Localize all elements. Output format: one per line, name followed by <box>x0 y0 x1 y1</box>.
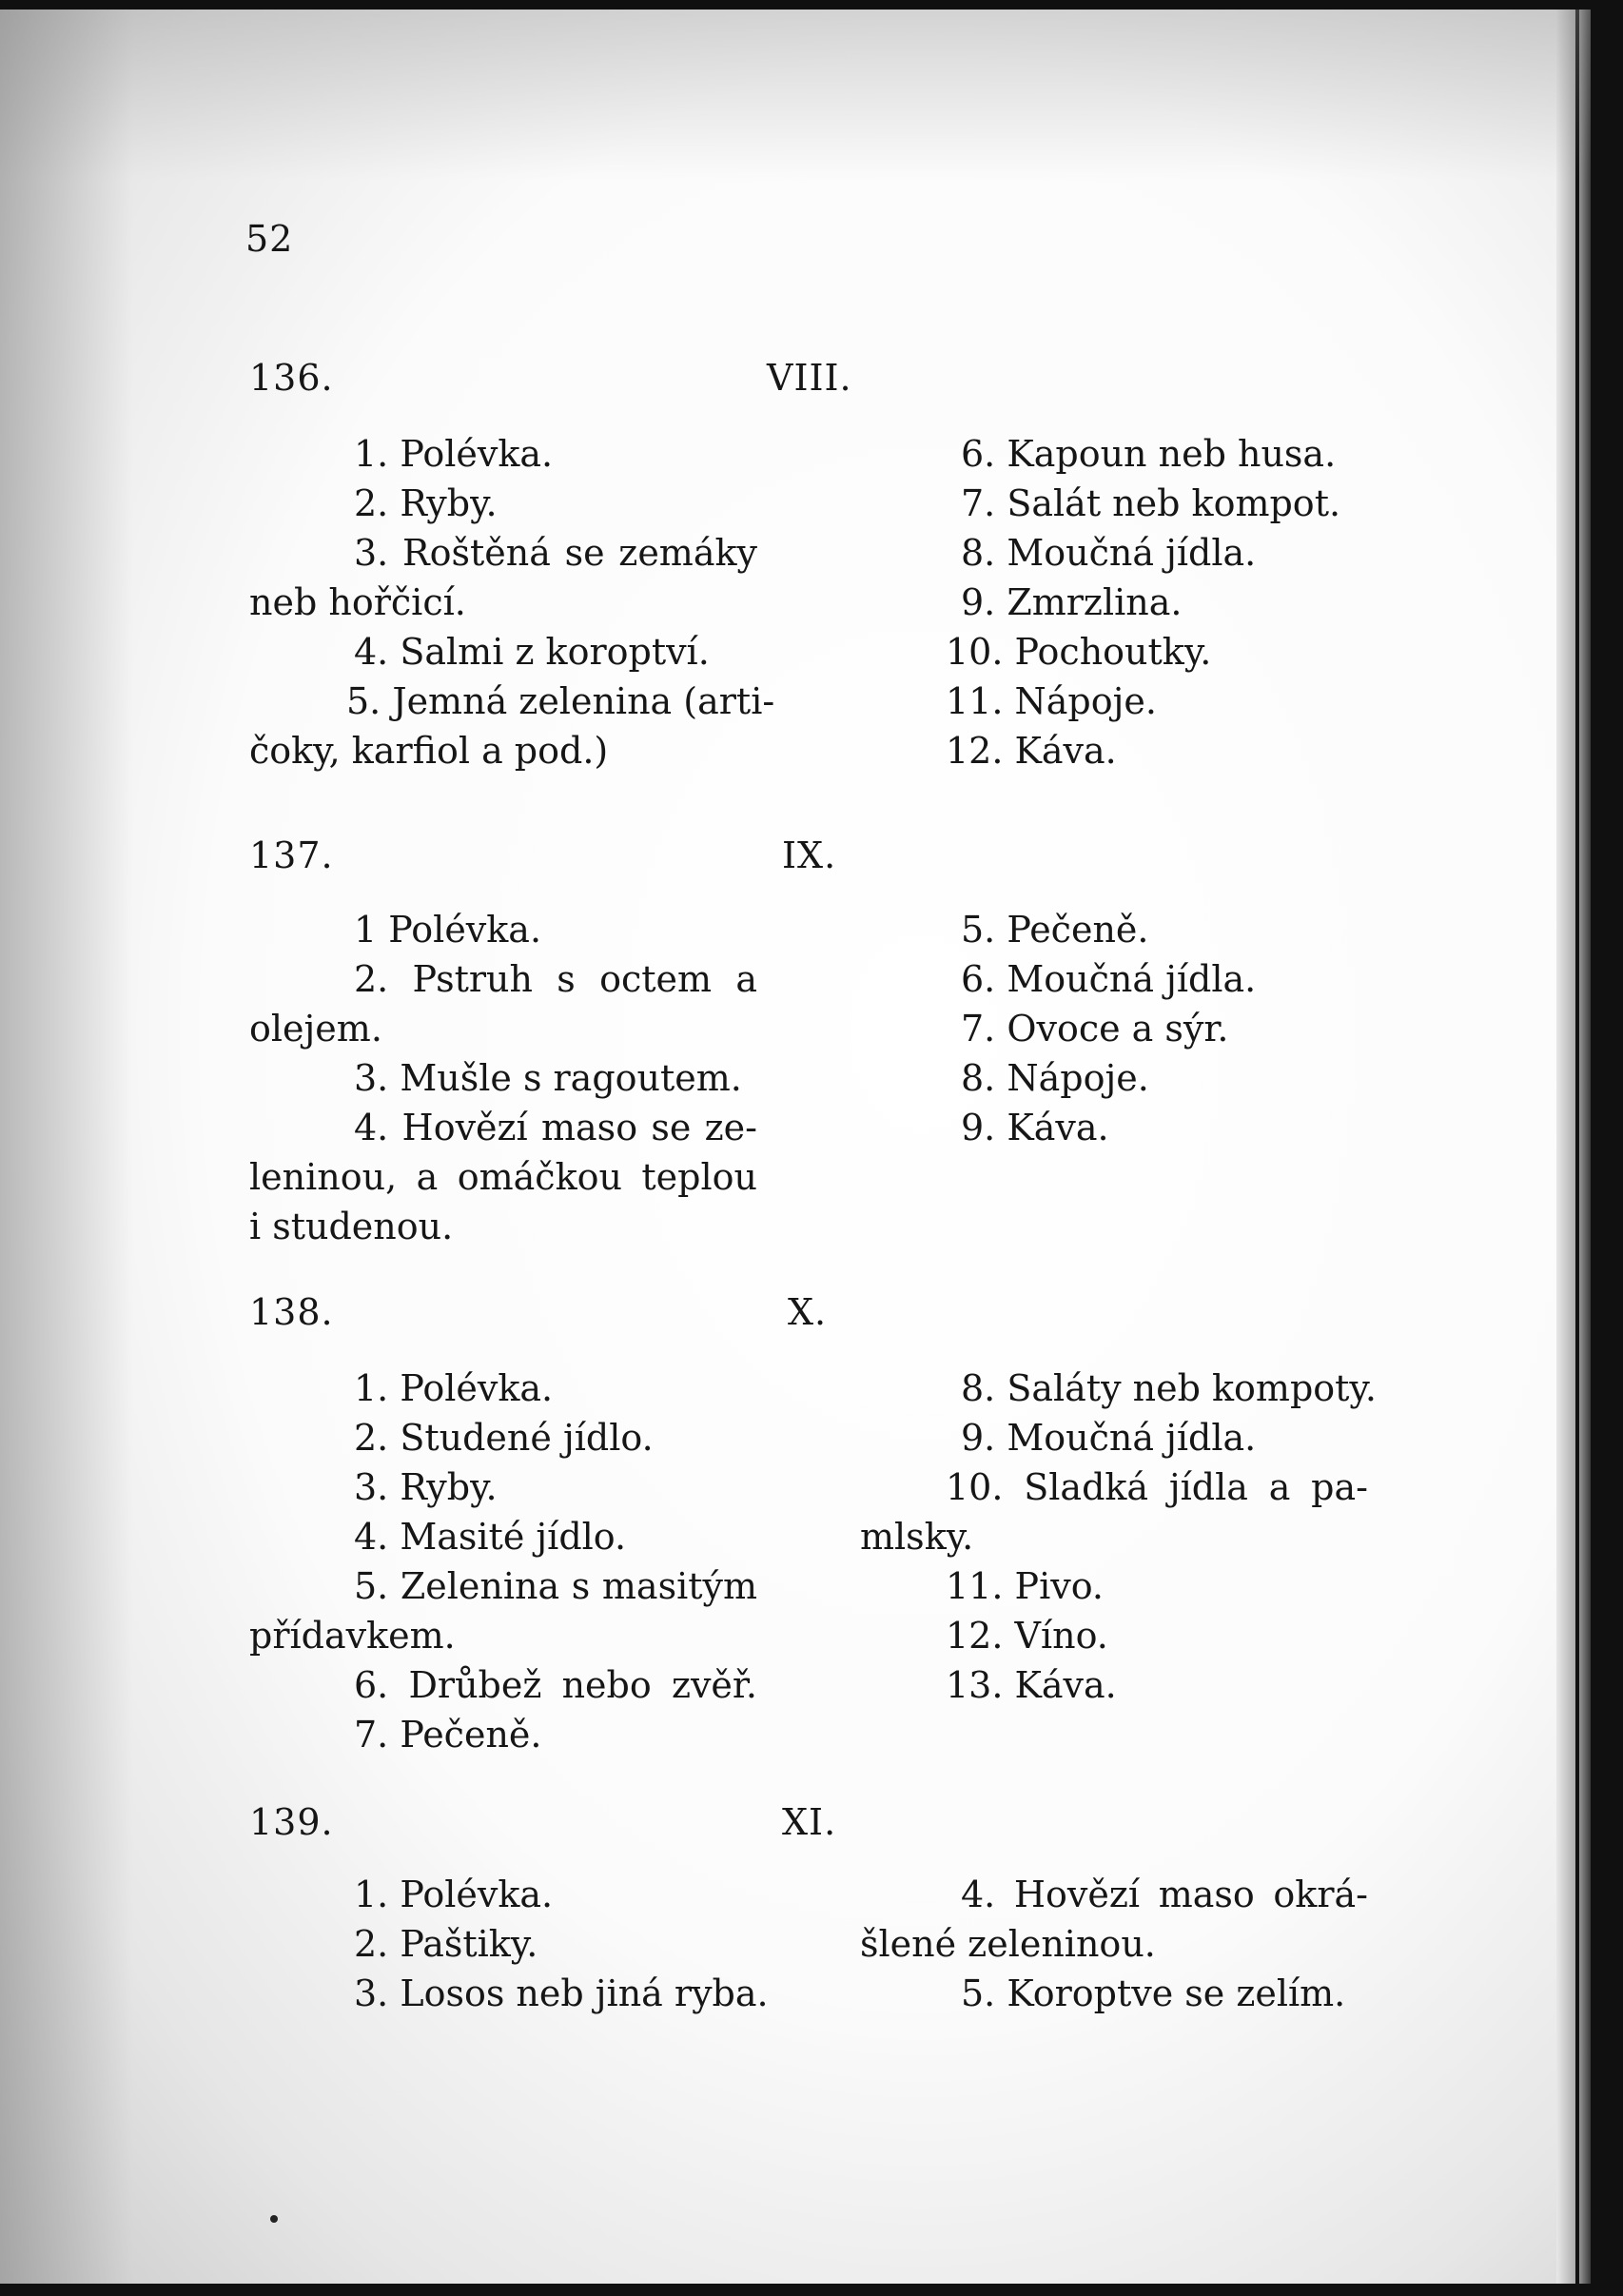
menu-left-item: leninou, a omáčkou teplou <box>249 1156 757 1198</box>
menu-right-item: 10. Pochoutky. <box>946 631 1212 673</box>
book-page <box>0 10 1591 2284</box>
menu-right-item: 9. Zmrzlina. <box>961 581 1183 623</box>
menu-number: 137. <box>249 834 334 876</box>
menu-roman-numeral: VIII. <box>767 357 852 399</box>
menu-left-item: přídavkem. <box>249 1615 456 1657</box>
page-edge-shadow <box>1556 10 1591 2284</box>
menu-right-item: 11. Nápoje. <box>946 680 1157 722</box>
menu-right-item: 6. Kapoun neb husa. <box>961 433 1337 475</box>
menu-left-item: 1. Polévka. <box>354 1367 554 1409</box>
menu-left-item: neb hořčicí. <box>249 581 466 623</box>
menu-roman-numeral: XI. <box>782 1801 837 1843</box>
page-edge-line <box>1575 10 1579 2284</box>
menu-left-item: olejem. <box>249 1008 382 1050</box>
menu-right-item: 12. Káva. <box>946 730 1117 772</box>
menu-right-item: 8. Saláty neb kompoty. <box>961 1367 1377 1409</box>
menu-left-item: 1. Polévka. <box>354 1874 554 1915</box>
menu-right-item: mlsky. <box>860 1516 974 1558</box>
menu-left-item: 4. Hovězí maso se ze- <box>354 1107 757 1148</box>
menu-left-item: 2. Paštiky. <box>354 1923 538 1965</box>
menu-roman-numeral: IX. <box>782 834 837 876</box>
menu-number: 138. <box>249 1291 334 1333</box>
menu-number: 136. <box>249 357 334 399</box>
menu-left-item: 3. Mušle s ragoutem. <box>354 1057 742 1099</box>
menu-left-item: 3. Roštěná se zemáky <box>354 532 757 574</box>
menu-left-item: 4. Salmi z koroptví. <box>354 631 710 673</box>
menu-right-item: 4. Hovězí maso okrá- <box>961 1874 1368 1915</box>
menu-right-item: 8. Moučná jídla. <box>961 532 1257 574</box>
menu-left-item: 1. Polévka. <box>354 433 554 475</box>
ink-speck <box>270 2215 278 2223</box>
menu-number: 139. <box>249 1801 334 1843</box>
menu-left-item: 3. Losos neb jiná ryba. <box>354 1972 769 2014</box>
menu-right-item: 9. Káva. <box>961 1107 1109 1148</box>
menu-left-item: čoky, karfiol a pod.) <box>249 730 609 772</box>
menu-roman-numeral: X. <box>788 1291 828 1333</box>
menu-left-item: 3. Ryby. <box>354 1466 498 1508</box>
menu-left-item: 5. Zelenina s masitým <box>354 1565 757 1607</box>
menu-right-item: 13. Káva. <box>946 1664 1117 1706</box>
menu-left-item: 2. Ryby. <box>354 482 498 524</box>
menu-left-item: 5. Jemná zelenina (arti- <box>346 680 775 722</box>
menu-left-item: 4. Masité jídlo. <box>354 1516 627 1558</box>
menu-left-item: i studenou. <box>249 1206 454 1247</box>
menu-right-item: 10. Sladká jídla a pa- <box>946 1466 1368 1508</box>
menu-left-item: 7. Pečeně. <box>354 1714 542 1756</box>
menu-left-item: 1 Polévka. <box>354 909 542 951</box>
menu-left-item: 2. Studené jídlo. <box>354 1417 654 1459</box>
menu-right-item: 6. Moučná jídla. <box>961 958 1257 1000</box>
menu-right-item: 7. Ovoce a sýr. <box>961 1008 1229 1050</box>
menu-right-item: 5. Pečeně. <box>961 909 1149 951</box>
menu-left-item: 6. Drůbež nebo zvěř. <box>354 1664 757 1706</box>
menu-left-item: 2. Pstruh s octem a <box>354 958 757 1000</box>
menu-right-item: 5. Koroptve se zelím. <box>961 1972 1346 2014</box>
menu-right-item: 12. Víno. <box>946 1615 1108 1657</box>
menu-right-item: 8. Nápoje. <box>961 1057 1149 1099</box>
menu-right-item: šlené zeleninou. <box>860 1923 1156 1965</box>
page-number: 52 <box>245 218 294 260</box>
menu-right-item: 7. Salát neb kompot. <box>961 482 1341 524</box>
menu-right-item: 11. Pivo. <box>946 1565 1104 1607</box>
menu-right-item: 9. Moučná jídla. <box>961 1417 1257 1459</box>
